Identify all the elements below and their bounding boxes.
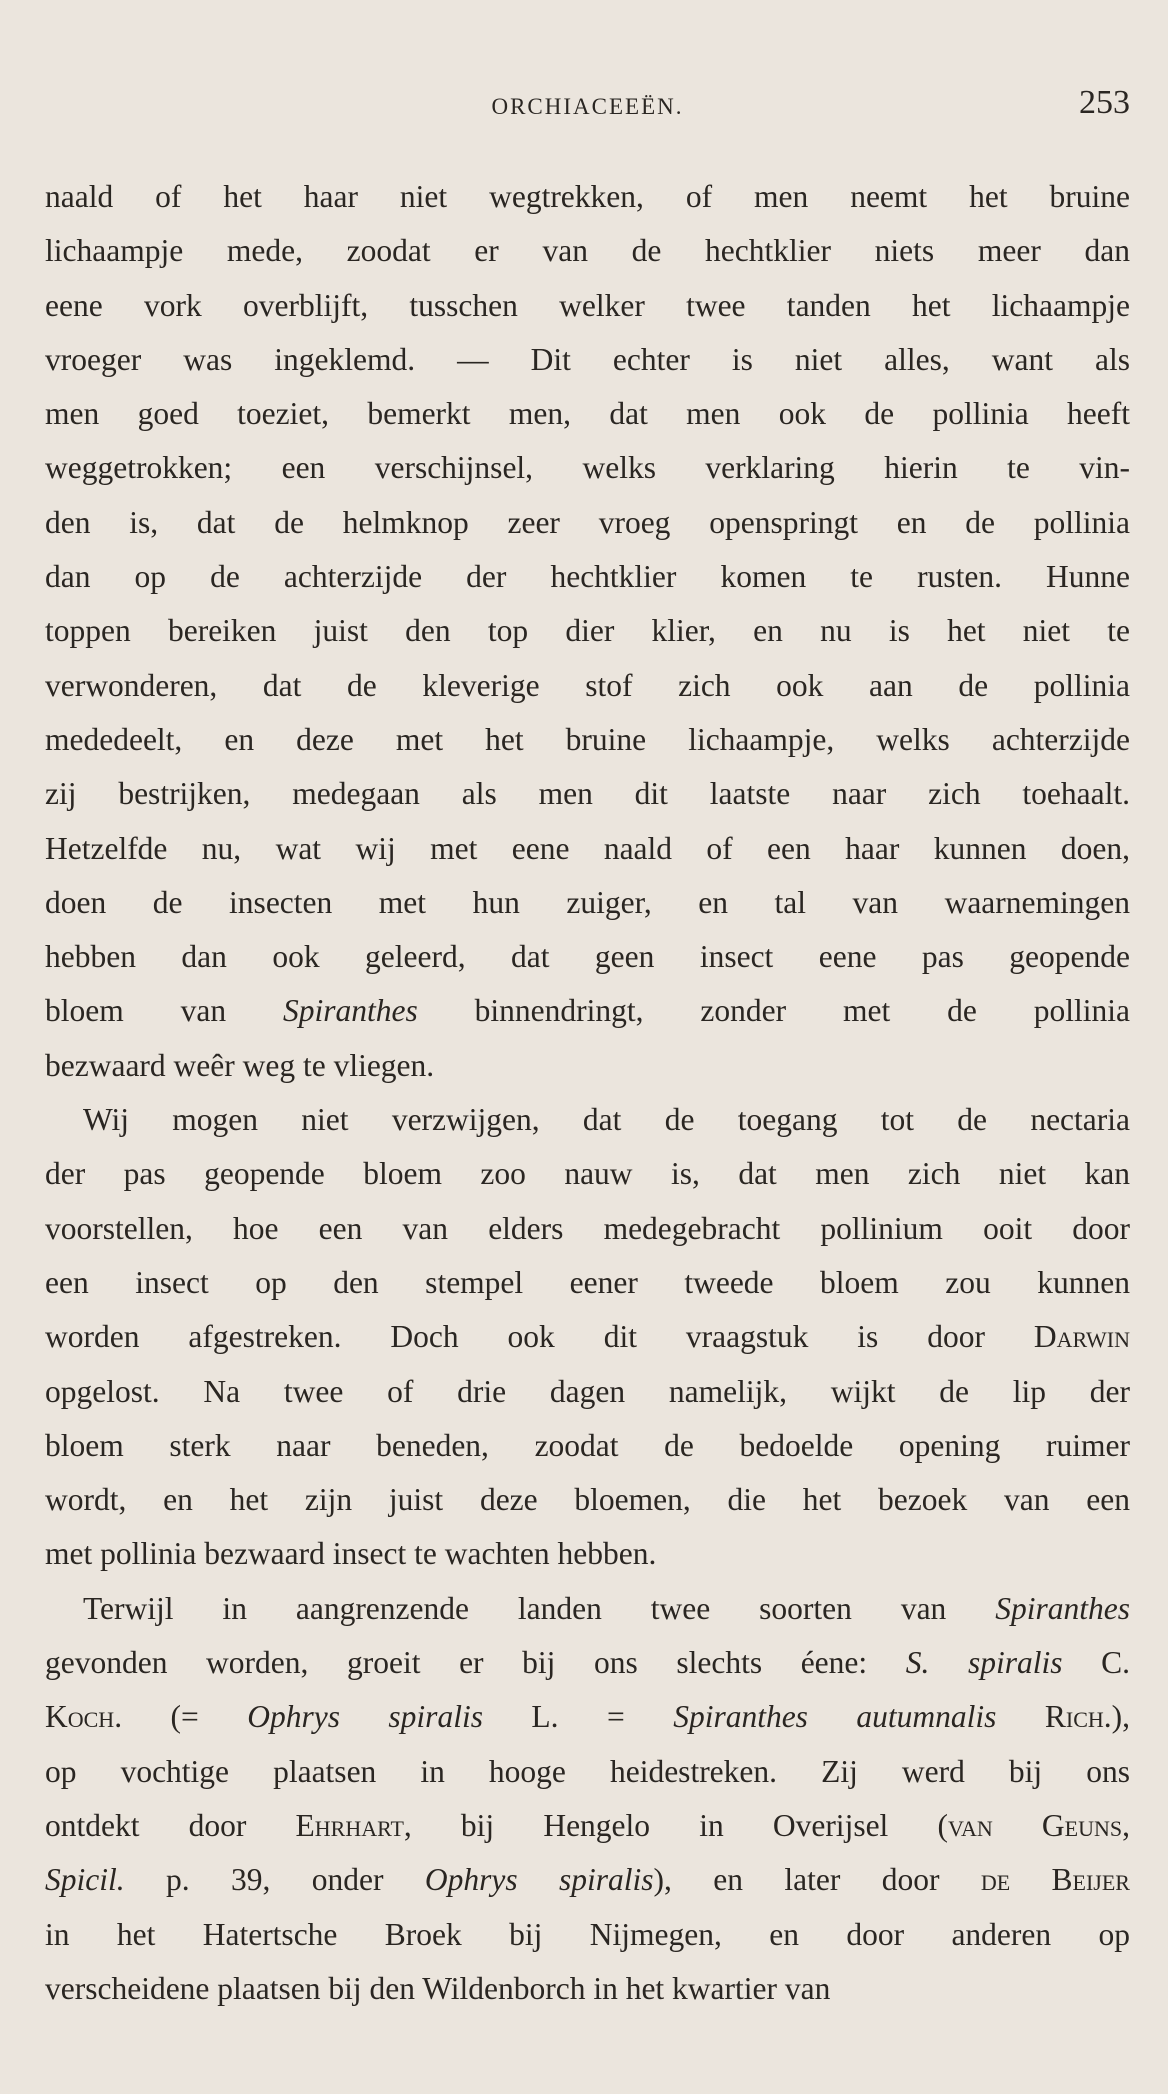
text-segment: opgelost. Na twee of drie dagen namelijk, wijkt de lip der xyxy=(45,1373,1130,1409)
small-caps-text: Darwin xyxy=(1033,1319,1130,1355)
text-segment: hebben dan ook geleerd, dat geen insect eene pas geopende xyxy=(45,939,1130,975)
text-segment: met pollinia bezwaard insect te wachten hebben. xyxy=(45,1536,657,1572)
text-segment: vroeger was ingeklemd. — Dit echter is niet alles, want als xyxy=(45,341,1130,377)
text-line xyxy=(45,984,1130,1038)
text-line xyxy=(45,1310,1130,1364)
text-line xyxy=(45,1256,1130,1310)
text-line xyxy=(45,1745,1130,1799)
text-line xyxy=(45,170,1130,224)
text-segment: wordt, en het zijn juist deze bloemen, die het bezoek van een xyxy=(45,1482,1130,1518)
text-line xyxy=(45,1582,1130,1636)
text-line xyxy=(45,822,1130,876)
text-line xyxy=(45,1962,1130,2016)
text-segment: zij bestrijken, medegaan als men dit laatste naar zich toehaalt. xyxy=(45,776,1130,812)
text-segment: p. 39, onder xyxy=(124,1862,425,1898)
running-head: ORCHIACEEËN. xyxy=(491,94,684,119)
text-segment: toppen bereiken juist den top dier klier, en nu is het niet te xyxy=(45,613,1130,649)
text-line xyxy=(45,930,1130,984)
page-header xyxy=(45,84,1130,128)
page-number: 253 xyxy=(1079,84,1130,121)
text-segment: der pas geopende bloem zoo nauw is, dat men zich niet kan xyxy=(45,1156,1130,1192)
text-segment: worden afgestreken. Doch ook dit vraagstuk is door xyxy=(45,1319,1034,1355)
text-line xyxy=(45,767,1130,821)
text-segment: ), en later door xyxy=(653,1862,981,1898)
small-caps-text: Ehrhart xyxy=(295,1807,404,1843)
italic-text: Spicil. xyxy=(45,1862,125,1898)
text-line xyxy=(45,713,1130,767)
text-line xyxy=(45,1799,1130,1853)
italic-text: Spiranthes xyxy=(995,1590,1130,1626)
small-caps-text: de Beijer xyxy=(980,1862,1130,1898)
text-line xyxy=(45,550,1130,604)
italic-text: S. spiralis xyxy=(905,1645,1063,1681)
text-segment: .), xyxy=(1103,1699,1131,1735)
text-line xyxy=(45,496,1130,550)
text-segment: verwonderen, dat de kleverige stof zich ook aan de pollinia xyxy=(45,667,1130,703)
text-segment: Hetzelfde nu, wat wij met eene naald of een haar kunnen doen, xyxy=(45,830,1130,866)
text-line xyxy=(45,1202,1130,1256)
italic-text: Spiranthes autumnalis xyxy=(673,1699,997,1735)
text-segment: mededeelt, en deze met het bruine lichaampje, welks achterzijde xyxy=(45,721,1130,757)
text-segment: bloem van xyxy=(45,993,284,1029)
text-line xyxy=(45,876,1130,930)
text-segment: lichaampje mede, zoodat er van de hechtklier niets meer dan xyxy=(45,233,1130,269)
text-segment: in het Hatertsche Broek bij Nijmegen, en door anderen op xyxy=(45,1916,1130,1952)
text-line xyxy=(45,1853,1130,1907)
text-line xyxy=(45,1473,1130,1527)
text-line xyxy=(45,279,1130,333)
text-segment: dan op de achterzijde der hechtklier komen te rusten. Hunne xyxy=(45,559,1130,595)
text-line xyxy=(45,1147,1130,1201)
text-line xyxy=(45,224,1130,278)
text-segment: doen de insecten met hun zuiger, en tal van waarnemingen xyxy=(45,884,1130,920)
text-line xyxy=(45,1527,1130,1581)
text-segment: ontdekt door xyxy=(45,1807,296,1843)
small-caps-text: Rich xyxy=(1044,1699,1104,1735)
text-segment: bezwaard weêr weg te vliegen. xyxy=(45,1047,435,1083)
text-line xyxy=(45,1093,1130,1147)
text-line xyxy=(45,387,1130,441)
text-line xyxy=(45,441,1130,495)
text-line xyxy=(45,1039,1130,1093)
text-segment: Wij mogen niet verzwijgen, dat de toegang tot de nectaria xyxy=(83,1102,1130,1138)
text-line xyxy=(45,1365,1130,1419)
small-caps-text: Koch xyxy=(45,1699,115,1735)
text-segment: verscheidene plaatsen bij den Wildenborch in het kwartier van xyxy=(45,1970,831,2006)
text-segment: bloem sterk naar beneden, zoodat de bedoelde opening ruimer xyxy=(45,1427,1130,1463)
text-segment: Terwijl in aangrenzende landen twee soorten van xyxy=(83,1590,996,1626)
text-line xyxy=(45,1419,1130,1473)
text-line xyxy=(45,333,1130,387)
text-segment: eene vork overblijft, tusschen welker twee tanden het lichaampje xyxy=(45,287,1130,323)
text-segment: gevonden worden, groeit er bij ons slechts éene: xyxy=(45,1645,906,1681)
small-caps-text: van Geuns xyxy=(947,1807,1123,1843)
text-segment: binnendringt, zonder met de pollinia xyxy=(417,993,1131,1029)
text-segment: weggetrokken; een verschijnsel, welks verklaring hierin te vin- xyxy=(45,450,1130,486)
text-line xyxy=(45,604,1130,658)
text-segment: , xyxy=(1122,1807,1131,1843)
text-line xyxy=(45,1636,1130,1690)
text-line xyxy=(45,1908,1130,1962)
italic-text: Ophrys spiralis xyxy=(247,1699,483,1735)
italic-text: Ophrys spiralis xyxy=(424,1862,654,1898)
text-segment: , bij Hengelo in Overijsel ( xyxy=(403,1807,948,1843)
text-segment: voorstellen, hoe een van elders medegebracht pollinium ooit door xyxy=(45,1210,1130,1246)
text-segment: men goed toeziet, bemerkt men, dat men ook de pollinia heeft xyxy=(45,396,1130,432)
text-segment: een insect op den stempel eener tweede bloem zou kunnen xyxy=(45,1264,1130,1300)
text-segment: L. = xyxy=(482,1699,674,1735)
body-text xyxy=(45,170,1130,2016)
text-line xyxy=(45,1690,1130,1744)
text-segment: den is, dat de helmknop zeer vroeg openspringt en de pollinia xyxy=(45,504,1130,540)
text-segment: op vochtige plaatsen in hooge heidestreken. Zij werd bij ons xyxy=(45,1753,1130,1789)
text-segment: naald of het haar niet wegtrekken, of men neemt het bruine xyxy=(45,179,1130,214)
text-line xyxy=(45,659,1130,713)
text-segment: . (= xyxy=(114,1699,248,1735)
text-segment: C. xyxy=(1062,1645,1131,1681)
italic-text: Spiranthes xyxy=(283,993,418,1029)
text-segment xyxy=(996,1699,1044,1734)
